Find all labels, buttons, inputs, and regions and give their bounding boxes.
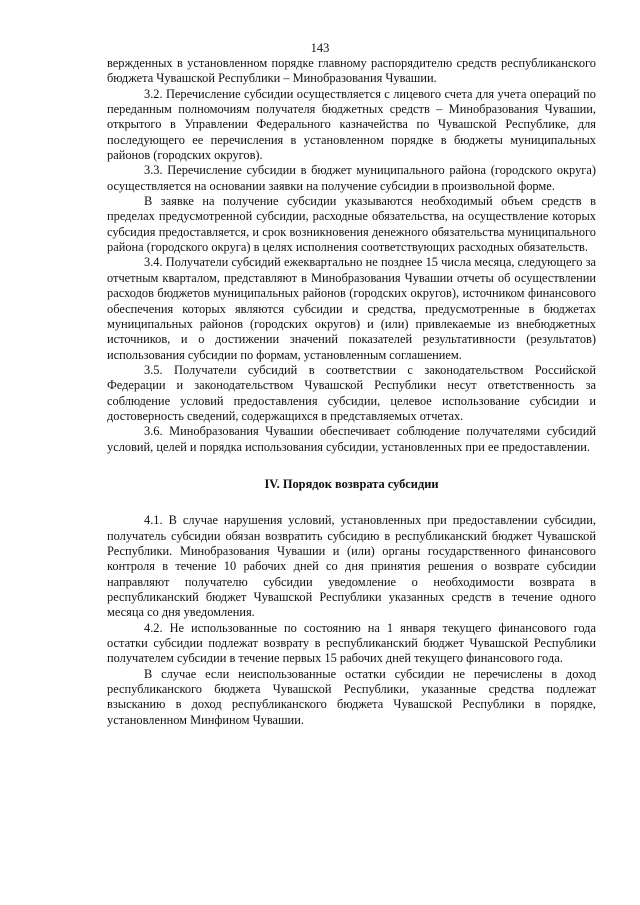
paragraph-4-2: 4.2. Не использованные по состоянию на 1 января текущего финансового года остатки субсидии подлежат возврату в республиканский бюджет Чувашской Республики получателем субсидии в течение первых 15 рабочих дней текущего финансового года.	[107, 620, 596, 666]
paragraph-continuation: вержденных в установленном порядке главному распорядителю средств республиканского бюджета Чувашской Республики – Минобразования Чувашии.	[107, 56, 596, 86]
paragraph-3-5: 3.5. Получатели субсидий в соответствии с законодательством Российской Федерации и законодательством Чувашской Республики несут ответственность за соблюдение условий предоставления субсидии, целевое использование субсидии и достоверность сведений, содержащихся в представляемых отчетах.	[107, 362, 596, 423]
paragraph-3-2: 3.2. Перечисление субсидии осуществляется с лицевого счета для учета операций по переданным полномочиям получателя бюджетных средств – Минобразования Чувашии, открытого в Управлении Федерального казначейства по Чувашской Республике, для последующего ее перечисления в установленном порядке в бюджеты муниципальных районов (городских округов).	[107, 86, 596, 163]
document-body	[107, 56, 596, 728]
page-number: 143	[310, 41, 330, 55]
paragraph-3-3: 3.3. Перечисление субсидии в бюджет муниципального района (городского округа) осуществляется на основании заявки на получение субсидии в произвольной форме.	[107, 163, 596, 193]
section-heading: IV. Порядок возврата субсидии	[264, 476, 439, 491]
paragraph-3-6: 3.6. Минобразования Чувашии обеспечивает соблюдение получателями субсидий условий, целей и порядка использования субсидии, установленных при ее предоставлении.	[107, 424, 596, 454]
paragraph-3-4: 3.4. Получатели субсидий ежеквартально не позднее 15 числа месяца, следующего за отчетным кварталом, представляют в Минобразования Чувашии отчеты об осуществлении расходов бюджетов муниципальных районов (городских округов), источником финансового обеспечения которых являются субсидии и средства, предусмотренные в бюджетах муниципальных районов (городских округов) и (или) привлекаемые из внебюджетных источников, и о достижении значений показателей результативности (результатов) использования субсидии по формам, установленным соглашением.	[107, 255, 596, 362]
paragraph-application: В заявке на получение субсидии указываются необходимый объем средств в пределах предусмотренной субсидии, расходные обязательства, на осуществление которых субсидия предоставляется, и срок возникновения денежного обязательства муниципального района (городского округа) в целях исполнения соответствующих расходных обязательств.	[107, 194, 596, 255]
paragraph-4-1: 4.1. В случае нарушения условий, установленных при предоставлении субсидии, получатель субсидии обязан возвратить субсидию в республиканский бюджет Чувашской Республики. Минобразования Чувашии и (или) органы государственного финансового контроля в течение 10 рабочих дней со дня принятия решения о возврате субсидии направляют получателю субсидии уведомление о необходимости возврата в республиканский бюджет Чувашской Республики указанных средств в течение одного месяца со дня уведомления.	[107, 513, 596, 620]
paragraph-unused-balance: В случае если неиспользованные остатки субсидии не перечислены в доход республиканского бюджета Чувашской Республики, указанные средства подлежат взысканию в доход республиканского бюджета Чувашской Республики в порядке, установленном Минфином Чувашии.	[107, 666, 596, 727]
